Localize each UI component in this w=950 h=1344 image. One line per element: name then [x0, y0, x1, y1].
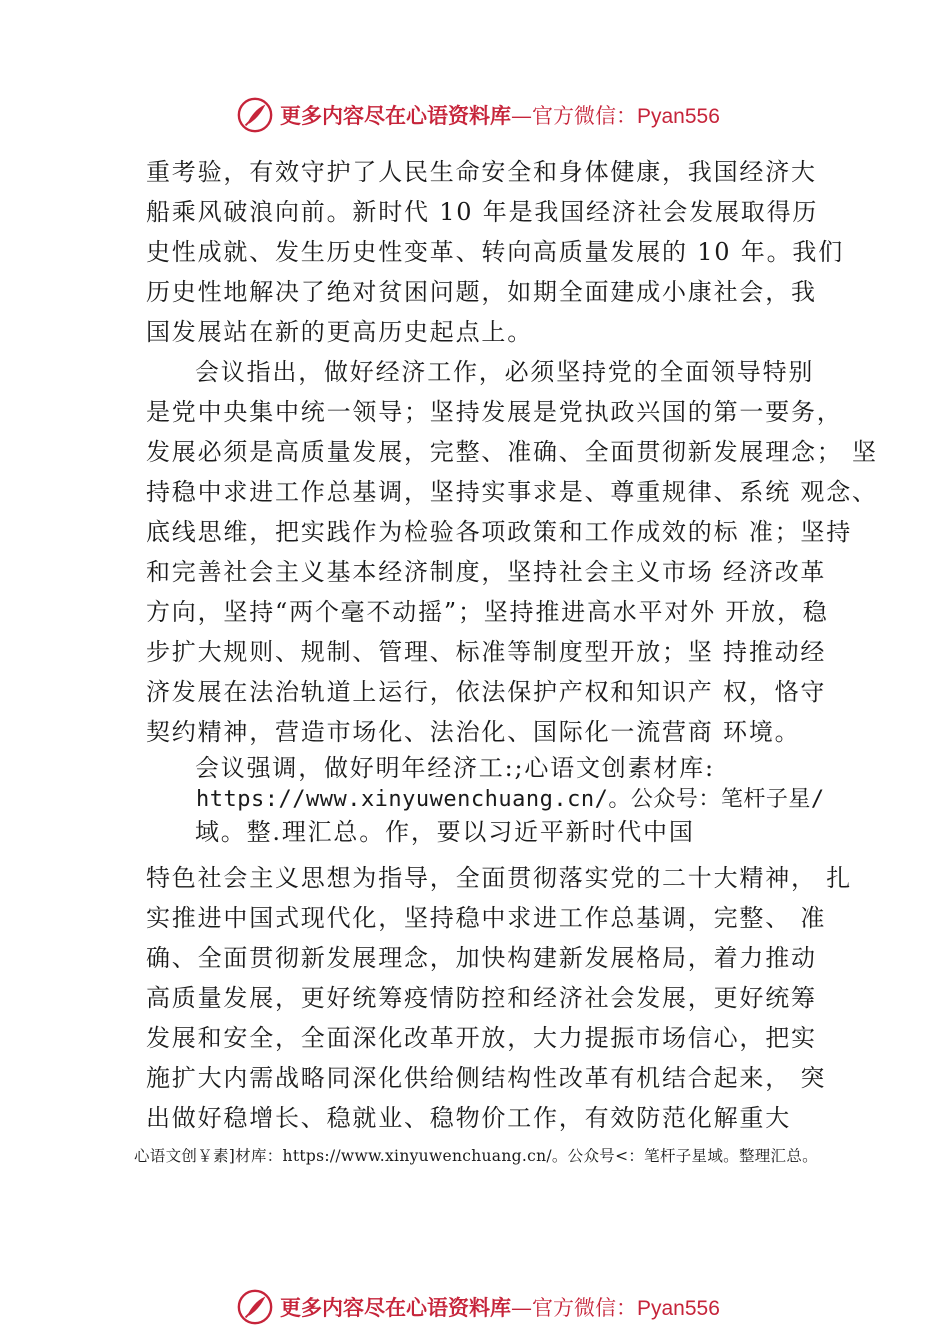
- text-line: 底线思维，把实践作为检验各项政策和工作成效的标 准；坚持: [146, 518, 853, 546]
- text-line: 发展和安全，全面深化改革开放，大力提振市场信心，把实: [146, 1024, 817, 1052]
- text-line: 国发展站在新的更高历史起点上。: [146, 318, 533, 346]
- text-line: 持稳中求进工作总基调，坚持实事求是、尊重规律、系统 观念、: [146, 478, 878, 506]
- banner-text: [280, 1292, 720, 1322]
- banner-wechat-label: 官方微信：: [532, 1296, 637, 1320]
- banner-main: 更多内容尽在心语资料库: [280, 1295, 511, 1320]
- quill-logo-icon: [236, 1288, 274, 1326]
- text-line: 方向，坚持“两个毫不动摇”；坚持推进高水平对外 开放，稳: [146, 598, 829, 626]
- text-line: 济发展在法治轨道上运行，依法保护产权和知识产 权，恪守: [146, 678, 827, 706]
- banner-separator: —: [511, 1296, 532, 1320]
- text-line: 契约精神，营造市场化、法治化、国际化一流营商 环境。: [146, 718, 801, 746]
- paragraph-2: [146, 352, 878, 752]
- text-line: 是党中央集中统一领导；坚持发展是党执政兴国的第一要务，: [146, 398, 843, 426]
- text-line: 会议强调，做好明年经济工:;心语文创素材库:: [195, 754, 715, 782]
- text-line-url: https://www.xinyuwenchuang.cn/。公众号：笔杆子星/: [196, 787, 825, 812]
- text-line: 和完善社会主义基本经济制度，坚持社会主义市场 经济改革: [146, 558, 827, 586]
- text-line: 域。整.理汇总。作，要以习近平新时代中国: [195, 818, 695, 846]
- paragraph-gap: [146, 848, 818, 858]
- text-line: 出做好稳增长、稳就业、稳物价工作，有效防范化解重大: [146, 1104, 791, 1132]
- banner-wechat-id: Pyan556: [637, 1297, 720, 1320]
- banner-wechat-label: 官方微信：: [532, 104, 637, 128]
- text-line: 施扩大内需战略同深化供给侧结构性改革有机结合起来， 突: [146, 1064, 827, 1092]
- text-line: 历史性地解决了绝对贫困问题，如期全面建成小康社会，我: [146, 278, 817, 306]
- text-line: 高质量发展，更好统筹疫情防控和经济社会发展，更好统筹: [146, 984, 817, 1012]
- text-line: 重考验，有效守护了人民生命安全和身体健康，我国经济大: [146, 158, 817, 186]
- banner-main: 更多内容尽在心语资料库: [280, 103, 511, 128]
- banner-wechat-id: Pyan556: [637, 105, 720, 128]
- document-body: [146, 152, 878, 1138]
- quill-logo-icon: [236, 96, 274, 134]
- paragraph-1: [146, 152, 844, 352]
- paragraph-3: [146, 752, 825, 848]
- footer-note: 心语文创￥素]材库：https://www.xinyuwenchuang.cn/。公众号<：笔杆子星域。整理汇总。: [134, 1147, 818, 1165]
- banner-separator: —: [511, 104, 532, 128]
- text-line: 确、全面贯彻新发展理念，加快构建新发展格局，着力推动: [146, 944, 817, 972]
- text-line: 发展必须是高质量发展，完整、准确、全面贯彻新发展理念； 坚: [146, 438, 878, 466]
- paragraph-4: [146, 858, 853, 1138]
- text-line: 实推进中国式现代化，坚持稳中求进工作总基调，完整、 准: [146, 904, 827, 932]
- footer-banner: [0, 1284, 950, 1330]
- text-line: 史性成就、发生历史性变革、转向高质量发展的 10 年。我们: [146, 238, 844, 266]
- text-line: 会议指出，做好经济工作，必须坚持党的全面领导特别: [195, 358, 815, 386]
- text-line: 船乘风破浪向前。新时代 10 年是我国经济社会发展取得历: [146, 198, 819, 226]
- text-line: 特色社会主义思想为指导，全面贯彻落实党的二十大精神， 扎: [146, 864, 853, 892]
- text-line: 步扩大规则、规制、管理、标准等制度型开放；坚 持推动经: [146, 638, 827, 666]
- banner-text: [280, 100, 720, 130]
- header-banner: [0, 92, 950, 138]
